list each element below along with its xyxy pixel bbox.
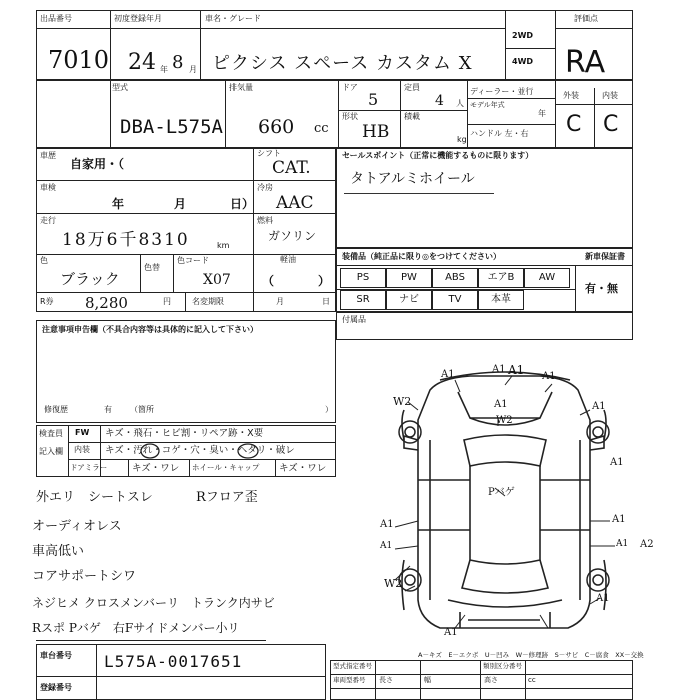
kg-unit: kg	[457, 135, 467, 144]
wheel-items: キズ・ワレ	[279, 463, 327, 474]
note-line-5: コアサポートシワ	[32, 569, 137, 584]
ac-label: 冷房	[257, 183, 273, 192]
mark-front-right: A1	[542, 371, 556, 382]
first-reg-year: 24	[128, 50, 156, 75]
inspection-year-unit: 年	[112, 197, 125, 211]
car-name: ピクシス スペース カスタム X	[212, 53, 473, 74]
inspector-label-1: 検査員	[39, 429, 63, 438]
equipment-item-row1-0: PS	[340, 268, 386, 288]
lot-number: 7010	[48, 46, 110, 74]
mark-roof-paint: Pバゲ	[488, 487, 515, 498]
light-oil-label: 軽油	[280, 255, 296, 264]
note-line-6: ネジヒメ クロスメンバーリ トランク内サビ	[32, 596, 275, 610]
drive-4wd: 4WD	[512, 57, 534, 66]
interior-label: 内装	[602, 91, 618, 100]
capacity-value: 4	[435, 93, 444, 109]
color-value: ブラック	[60, 270, 120, 288]
doors-value: 5	[368, 90, 379, 109]
model-code: DBA-L575A	[120, 116, 223, 138]
color-code-label: 色コード	[177, 256, 209, 265]
mark-front-center-2: A1	[508, 363, 525, 377]
ac-value: AAC	[276, 193, 314, 213]
mark-right-door-a1: A1	[612, 514, 626, 525]
vehicle-number-label: 車両型番号	[333, 676, 366, 684]
equipment-item-row2-3: 本革	[478, 290, 524, 310]
color-code-value: X07	[203, 272, 231, 288]
drive-2wd: 2WD	[512, 31, 534, 40]
height-label: 高さ	[484, 676, 498, 684]
mileage-value: 18万6千8310	[62, 230, 190, 250]
body-label: 形状	[342, 112, 358, 121]
shift-value: CAT.	[272, 158, 311, 178]
body-value: HB	[362, 122, 390, 142]
registration-label: 登録番号	[40, 683, 72, 692]
recycle-amount: 8,280	[85, 294, 128, 312]
repair-location-label: （箇所	[130, 405, 154, 414]
capacity-label: 定員	[404, 83, 420, 92]
new-record-label: 新車保証書	[585, 252, 625, 261]
equipment-item-row1-4: AW	[524, 268, 570, 288]
caution-label: 注意事項申告欄（不具合内容等は具体的に記入して下さい）	[42, 325, 258, 334]
chassis-label: 車台番号	[40, 651, 72, 660]
recycle-label: R券	[40, 297, 54, 306]
fw-items: キズ・飛石・ヒビ割・リペア跡・X要	[105, 428, 264, 439]
name-grade-label: 車名・グレード	[205, 14, 261, 23]
name-change-month: 月	[276, 297, 284, 306]
mark-front-left-w2: W2	[393, 395, 412, 408]
note-line-4: 車高低い	[32, 544, 85, 559]
exterior-label: 外装	[563, 91, 579, 100]
note-line-3: オーディオレス	[32, 519, 122, 534]
mark-front-left: A1	[441, 369, 455, 380]
length-label: 長さ	[379, 676, 393, 684]
repair-label: 修復歴	[44, 405, 68, 414]
dealer-label: ディーラー・並行	[470, 87, 534, 96]
score-label: 評価点	[574, 14, 598, 23]
usage-label: 車歴	[40, 151, 56, 160]
repair-close: ）	[325, 405, 333, 414]
equipment-item-row1-3: エアB	[478, 268, 524, 288]
model-year-unit: 年	[538, 109, 546, 118]
mileage-label: 走行	[40, 216, 56, 225]
note-line-1: 外エリ シートスレ	[36, 490, 153, 505]
shift-label: シフト	[257, 149, 281, 158]
mark-left-door-a1: A1	[380, 519, 394, 530]
equipment-item-row2-2: TV	[432, 290, 478, 310]
cc-label: cc	[528, 676, 536, 684]
score-value: RA	[565, 45, 606, 80]
selling-points-label: セールスポイント（正常に機能するものに限ります）	[342, 151, 534, 160]
name-change-day: 日	[322, 297, 330, 306]
lot-label: 出品番号	[40, 14, 72, 23]
new-record-value: 有・無	[585, 282, 618, 295]
repair-value: 有	[104, 405, 112, 414]
first-reg-label: 初度登録年月	[114, 14, 162, 23]
accessories-label: 付属品	[342, 315, 366, 324]
mark-front-center: A1	[492, 364, 506, 375]
diagram-legend: A－キズ E－エクボ U－凹み W－修理跡 S－サビ C－腐食 XX－交換	[418, 651, 644, 659]
chassis-number: L575A-0017651	[104, 652, 243, 671]
year-unit: 年	[160, 65, 168, 74]
yen-unit: 円	[163, 297, 171, 306]
usage-value: 自家用・（	[70, 157, 125, 171]
first-reg-month: 8	[172, 52, 184, 73]
paren-open: （	[262, 274, 275, 288]
displacement-label: 排気量	[229, 83, 253, 92]
mark-right-rear-a2: A2	[640, 539, 654, 550]
inspection-day-unit: 日）	[230, 197, 255, 211]
interior-grade: C	[603, 112, 619, 137]
note-line-7: Rスポ Pバゲ 右Fサイドメンバー小リ	[32, 621, 240, 635]
width-label: 幅	[424, 676, 431, 684]
capacity-unit: 人	[456, 99, 464, 108]
mark-right-front-door-a1: A1	[610, 457, 624, 468]
inspection-month-unit: 月	[174, 197, 187, 211]
month-unit: 月	[189, 65, 197, 74]
equipment-item-row2-1: ナビ	[386, 290, 432, 310]
name-change-label: 名変期限	[192, 297, 224, 306]
mark-hood-a1: A1	[494, 399, 508, 410]
cc-unit: cc	[314, 121, 329, 136]
mark-left-rear-a1: A1	[380, 541, 393, 551]
class-number-label: 類別区分番号	[483, 662, 522, 670]
mark-front-right-a1: A1	[592, 401, 606, 412]
handle-label: ハンドル 左・右	[470, 129, 529, 138]
inspector-label-2: 記入欄	[39, 447, 63, 456]
doors-label: ドア	[342, 83, 358, 92]
wheel-label: ホイール・キャップ	[192, 463, 260, 472]
fuel-label: 燃料	[257, 216, 273, 225]
mark-rear-right-a1: A1	[596, 593, 610, 604]
interior-check-label: 内装	[74, 445, 90, 454]
model-year-label: モデル年式	[470, 101, 505, 109]
equipment-item-row1-1: PW	[386, 268, 432, 288]
load-label: 積載	[404, 112, 420, 121]
mark-hood-w2: W2	[496, 415, 513, 426]
interior-items: キズ・汚れ・コゲ・穴・臭い・ヘタリ・破レ	[105, 445, 295, 456]
paren-close: ）	[318, 274, 331, 288]
mark-rear-a1: A1	[444, 627, 458, 638]
note-line-2: Rフロア歪	[196, 490, 258, 505]
inspection-label: 車検	[40, 183, 56, 192]
model-label: 型式	[112, 83, 128, 92]
mirror-items: キズ・ワレ	[132, 463, 180, 474]
equipment-item-row2-0: SR	[340, 290, 386, 310]
mark-right-rear-a1: A1	[616, 539, 629, 549]
form-number-label: 型式指定番号	[333, 662, 372, 670]
selling-points-text: タトアルミホイール	[350, 171, 475, 187]
equipment-label: 装備品（純正品に限り◎をつけてください）	[342, 252, 501, 261]
color-label: 色	[40, 256, 48, 265]
exterior-grade: C	[566, 112, 582, 137]
fuel-value: ガソリン	[268, 229, 317, 243]
km-unit: km	[217, 241, 230, 250]
mirror-label: ドアミラー	[70, 463, 108, 472]
mark-rear-left-w2: W2	[384, 577, 403, 590]
displacement-value: 660	[258, 116, 295, 138]
equipment-item-row1-2: ABS	[432, 268, 478, 288]
fw-label: FW	[75, 428, 90, 437]
color-change-label: 色替	[144, 263, 160, 272]
